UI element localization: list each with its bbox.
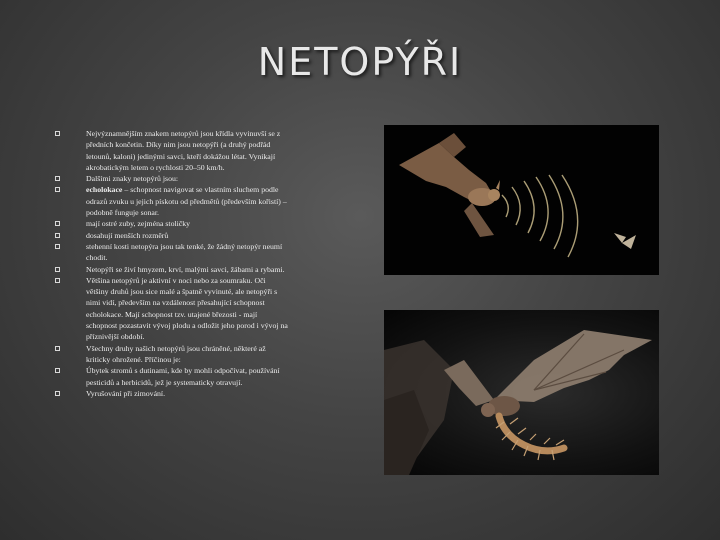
- bullet-line: [52, 151, 352, 162]
- bullet-text: podobně funguje sonar.: [86, 208, 159, 218]
- bullet-line: [52, 275, 352, 286]
- bullet-text: odrazů zvuku u jejich pískotu od předmětů (především kořistí) –: [86, 196, 287, 206]
- bullet-box-icon: [55, 233, 60, 238]
- bullet-text: stehenní kosti netopýra jsou tak tenké, že žádný netopýr neumí: [86, 241, 283, 251]
- bullet-line: [52, 286, 352, 297]
- bullet-box-icon: [55, 244, 60, 249]
- bullet-box-icon: [55, 391, 60, 396]
- bullet-text: akrobatickým letem o rychlosti 20–50 km/h.: [86, 162, 225, 172]
- bat-catching-centipede-photo: [384, 310, 659, 475]
- bullet-line: [52, 377, 352, 388]
- bullet-line: [52, 320, 352, 331]
- bullet-text: Nejvýznamnějším znakem netopýrů jsou křídla vyvinuvší se z: [86, 129, 281, 138]
- bullet-text: Úbytek stromů s dutinami, kde by mohli odpočívat, používání: [86, 366, 280, 376]
- bullet-line: [52, 252, 352, 263]
- bullet-line: [52, 139, 352, 150]
- bullet-text: chodit.: [86, 253, 108, 263]
- bullet-line: [52, 218, 352, 229]
- bullet-line: [52, 128, 352, 139]
- bullet-line: [52, 173, 352, 184]
- bullet-text: letounů, kaloni) jedinými savci, kteří dokážou létat. Vynikají: [86, 151, 276, 161]
- bullet-text: echolokace. Mají schopnost tzv. utajené březosti - mají: [86, 309, 258, 319]
- bullet-text: Dalšími znaky netopýrů jsou:: [86, 174, 179, 184]
- bullet-text: nimi vidí, především na vzdálenost přesahující schopnost: [86, 298, 265, 308]
- bullet-line: [52, 162, 352, 173]
- bullet-line: [52, 241, 352, 252]
- bullet-box-icon: [55, 176, 60, 181]
- bullet-text: echolokace – schopnost navigovat se vlastním sluchem podle: [86, 185, 279, 195]
- bullet-box-icon: [55, 278, 60, 283]
- bullet-text: mají ostré zuby, zejména stoličky: [86, 219, 191, 229]
- bullet-line: [52, 388, 352, 399]
- bullet-text: dosahují menších rozměrů: [86, 230, 169, 240]
- bullet-box-icon: [55, 267, 60, 272]
- bullet-line: [52, 207, 352, 218]
- bullet-text: Netopýři se živí hmyzem, krví, malými savci, žábami a rybami.: [86, 264, 285, 274]
- bullet-text: pesticidů a herbicidů, jež je systematicky otravují.: [86, 377, 243, 387]
- bullet-box-icon: [55, 221, 60, 226]
- bullet-line: [52, 331, 352, 342]
- bullet-box-icon: [55, 187, 60, 192]
- bullet-line: [52, 354, 352, 365]
- slide-title: NETOPÝŘI: [257, 40, 463, 84]
- bullet-line: [52, 365, 352, 376]
- bullet-box-icon: [55, 368, 60, 373]
- bullet-line: [52, 343, 352, 354]
- bullet-box-icon: [55, 131, 60, 136]
- bat-echolocation-photo: [384, 125, 659, 275]
- bullet-text: předních končetin. Díky nim jsou netopýři (a druhý podřád: [86, 140, 271, 150]
- bullet-line: [52, 196, 352, 207]
- bullet-list: [52, 128, 352, 399]
- bullet-box-icon: [55, 346, 60, 351]
- bullet-text: Vyrušování při zimování.: [86, 388, 166, 398]
- bullet-line: [52, 297, 352, 308]
- bullet-text: kriticky ohrožené. Příčinou je:: [86, 354, 181, 364]
- bullet-text: příznivější období.: [86, 332, 145, 342]
- bullet-text: Všechny druhy našich netopýrů jsou chráněné, některé až: [86, 343, 266, 353]
- bullet-line: [52, 264, 352, 275]
- bullet-text: schopnost pozastavit vývoj plodu a odložit jeho porod i vývoj na: [86, 321, 288, 331]
- bullet-line: [52, 184, 352, 195]
- bullet-text: Většina netopýrů je aktivní v noci nebo za soumraku. Oči: [86, 275, 266, 285]
- bullet-line: [52, 230, 352, 241]
- bullet-text: většiny druhů jsou sice malé a špatně vyvinuté, ale netopýři s: [86, 287, 278, 297]
- bullet-line: [52, 309, 352, 320]
